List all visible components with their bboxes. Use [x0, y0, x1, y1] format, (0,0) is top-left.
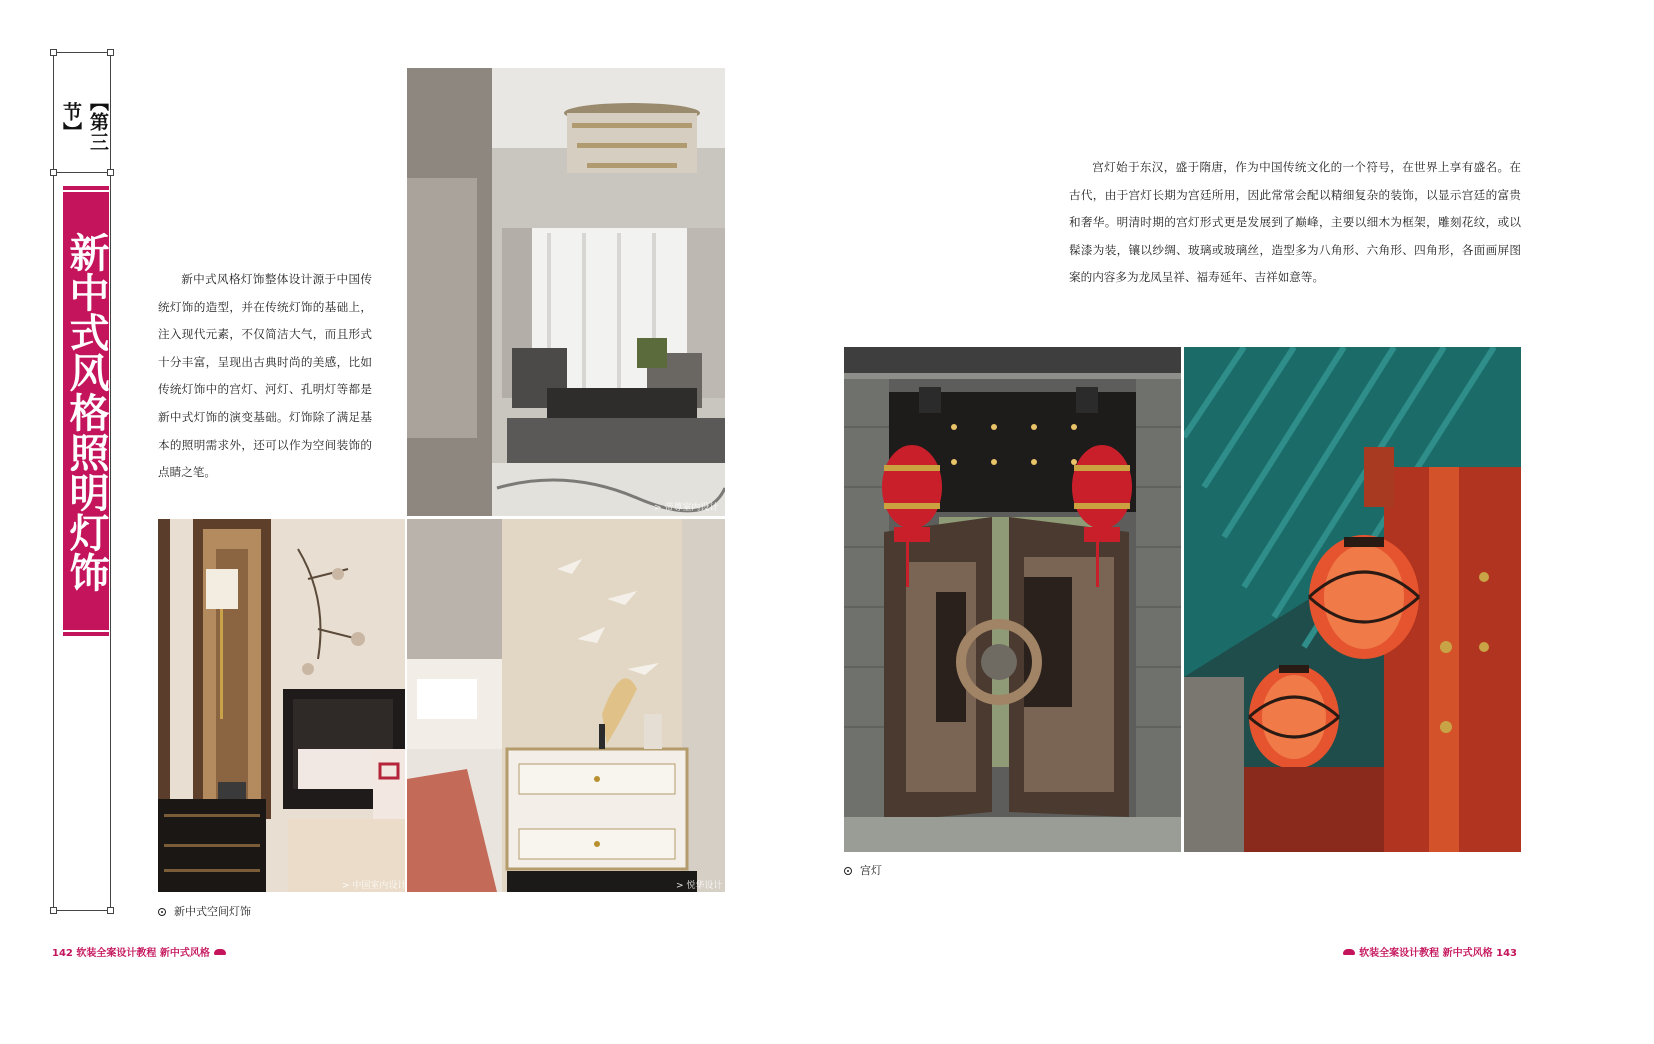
left-paragraph: 新中式风格灯饰整体设计源于中国传统灯饰的造型，并在传统灯饰的基础上，注入现代元素，不仅简洁大气，而且形式十分丰富，呈现出古典时尚的美感，比如传统灯饰中的宫灯、河灯、孔明灯等都是新中式灯饰的演变基础。灯饰除了满足基本的照明需求外，还可以作为空间装饰的点睛之笔。 [158, 272, 372, 480]
footer-left [52, 944, 230, 959]
page-title: 新中式风格照明灯饰 [63, 232, 110, 592]
frame-top-line [53, 52, 111, 53]
frame-corner [107, 169, 114, 176]
caption-bullet-icon [158, 908, 166, 916]
frame-bottom-line [53, 910, 111, 911]
caption-right [844, 862, 882, 878]
photo-label-bottom-left: > 中国室内设计 [342, 881, 407, 891]
photo-living-room [407, 68, 725, 516]
caption-right-text: 宫灯 [860, 864, 882, 877]
frame-corner [50, 907, 57, 914]
caption-bullet-icon [844, 867, 852, 875]
photo-label-top: > 帝尊室内设计 [654, 503, 719, 513]
ornament-icon [1343, 949, 1355, 955]
photo-label-bottom-right: > 悦华设计 [676, 881, 723, 891]
section-tag: 【第三节】 [60, 92, 109, 152]
footer-right-text: 软装全案设计教程 新中式风格 143 [1359, 948, 1517, 959]
photo-bedroom-left [158, 519, 405, 892]
frame-mid-line [53, 172, 111, 173]
caption-left [158, 903, 251, 919]
frame-corner [50, 49, 57, 56]
photo-red-lanterns [1184, 347, 1521, 852]
frame-left-line [53, 52, 54, 910]
photo-palace-gate [844, 347, 1181, 852]
caption-left-text: 新中式空间灯饰 [174, 905, 251, 918]
frame-corner [107, 907, 114, 914]
frame-corner [50, 169, 57, 176]
photo-bedroom-right [407, 519, 725, 892]
ornament-icon [214, 949, 226, 955]
frame-right-line [110, 52, 111, 910]
frame-corner [107, 49, 114, 56]
footer-left-text: 142 软装全案设计教程 新中式风格 [52, 948, 210, 959]
footer-right [1339, 944, 1517, 959]
right-paragraph: 宫灯始于东汉，盛于隋唐，作为中国传统文化的一个符号，在世界上享有盛名。在古代，由于宫灯长期为宫廷所用，因此常常会配以精细复杂的装饰，以显示宫廷的富贵和奢华。明清时期的宫灯形式更是发展到了巅峰，主要以细木为框架，雕刻花纹，或以髹漆为装，镶以纱绸、玻璃或玻璃丝，造型多为八角形、六角形、四角形，各面画屏图案的内容多为龙凤呈祥、福寿延年、吉祥如意等。 [1069, 160, 1521, 285]
